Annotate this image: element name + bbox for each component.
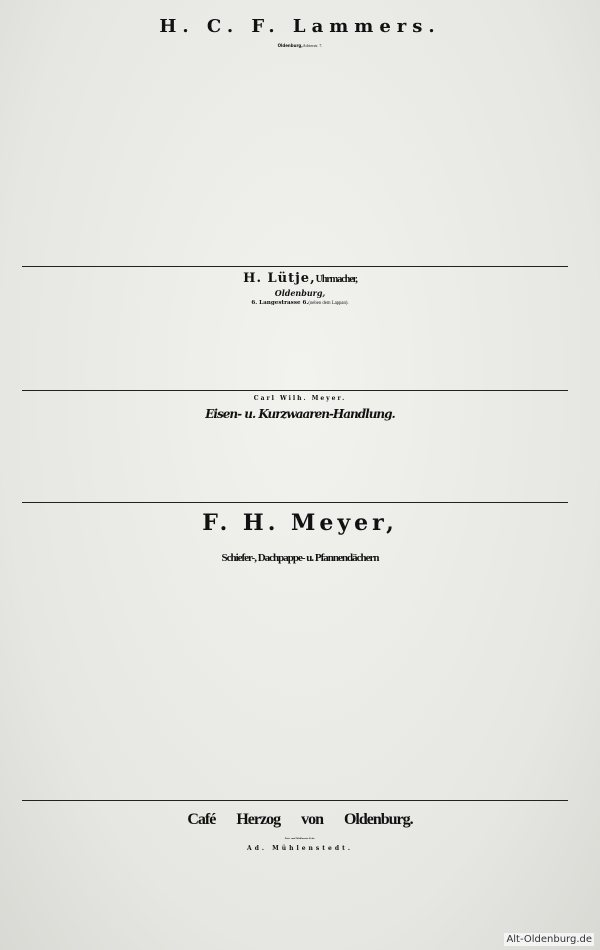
ad-luetje-city: Oldenburg, xyxy=(274,288,326,299)
ad-luetje-street: 6. Langestrasse 6. xyxy=(251,300,309,307)
watermark: Alt-Oldenburg.de xyxy=(506,934,592,945)
ad-lammers-street: Achterstr. 7. xyxy=(302,43,323,48)
ad-fh-meyer-line: Schiefer-, Dachpappe- u. Pfannendächern xyxy=(221,552,379,564)
ad-cafe-herzog-owner: Ad. Mühlenstedt. xyxy=(247,845,353,852)
ad-luetje-trade: Uhrmacher, xyxy=(315,274,357,285)
ad-lammers-address xyxy=(20,44,580,48)
divider xyxy=(22,502,568,503)
ad-fh-meyer xyxy=(20,512,580,585)
ad-lammers xyxy=(20,18,580,75)
divider xyxy=(22,800,568,801)
ad-luetje-heading xyxy=(20,272,580,285)
ad-lammers-city: Oldenburg, xyxy=(277,43,303,48)
ad-luetje-note: (neben dem Lappan). xyxy=(308,301,349,307)
ad-carl-meyer-name: Carl Wilh. Meyer. xyxy=(253,395,347,402)
divider xyxy=(22,266,568,267)
ad-carl-meyer xyxy=(20,396,580,426)
ad-cafe-herzog-name: Café Herzog von Oldenburg. xyxy=(187,811,413,828)
divider xyxy=(22,390,568,391)
ad-luetje-name: H. Lütje, xyxy=(243,271,316,286)
ad-cafe-herzog xyxy=(20,812,580,852)
ad-fh-meyer-name: F. H. Meyer, xyxy=(202,510,398,536)
ad-cafe-herzog-address: Post- und Mühlenstr.-Ecke. xyxy=(284,838,316,840)
ad-lammers-name: H. C. F. Lammers. xyxy=(159,16,441,37)
ad-carl-meyer-trade: Eisen- u. Kurzwaaren-Handlung. xyxy=(205,407,395,421)
ad-luetje xyxy=(20,272,580,307)
ad-luetje-address xyxy=(20,301,580,307)
